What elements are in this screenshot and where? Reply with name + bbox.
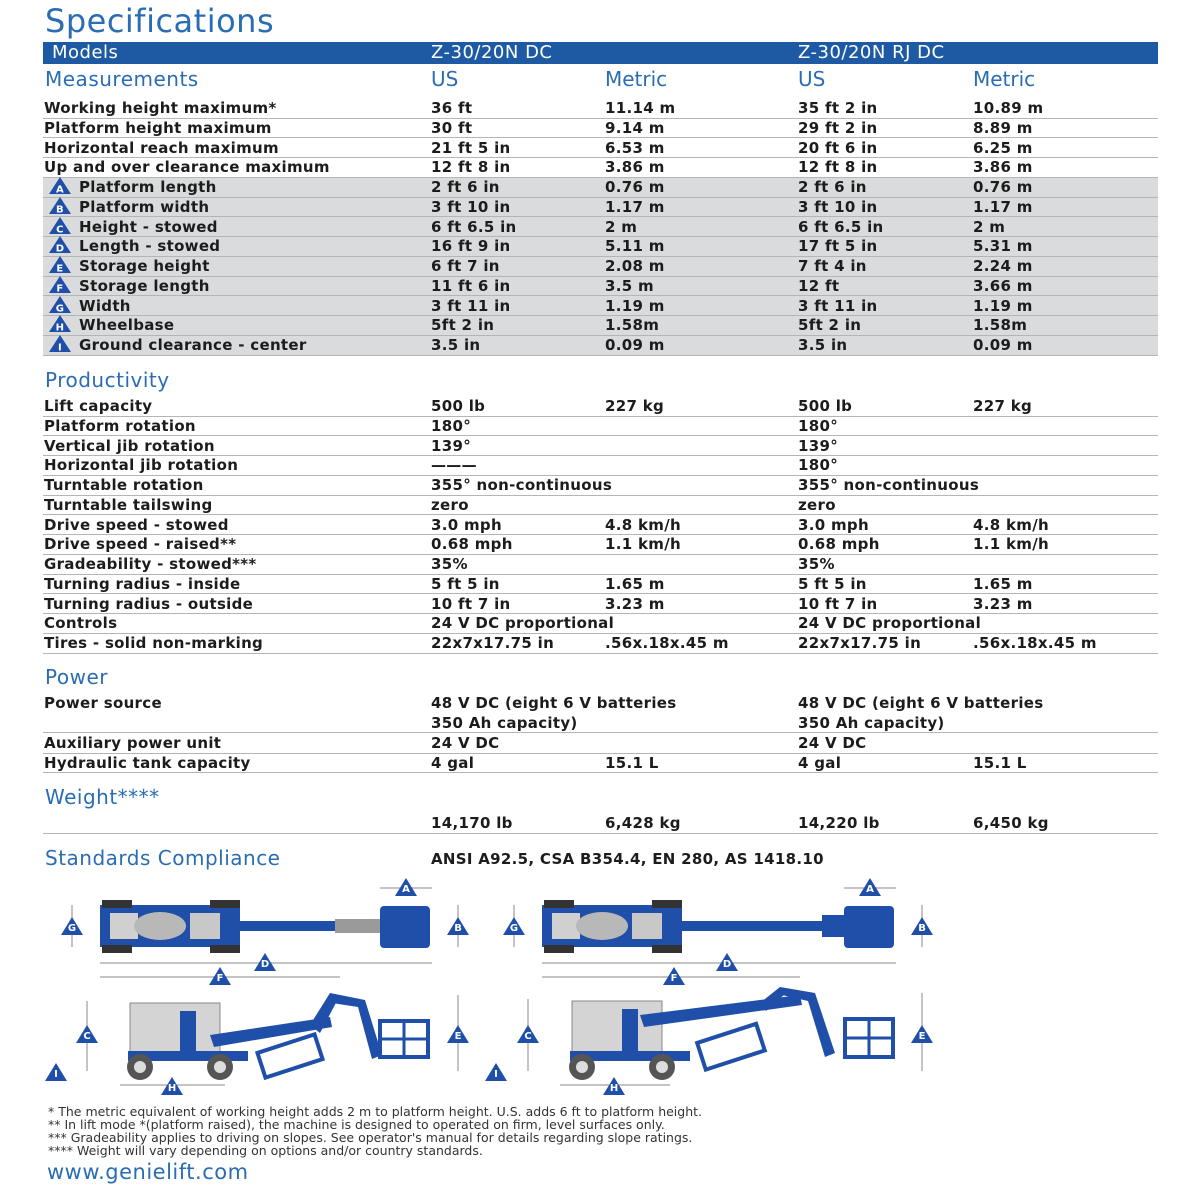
m1-metric-value: 3.5 m [605, 276, 654, 295]
row-label: Power source [44, 694, 162, 712]
m2-us-value: 3 ft 11 in [798, 296, 878, 315]
m2-us-value: 5ft 2 in [798, 316, 862, 335]
m2-us-value: 3 ft 10 in [798, 197, 878, 216]
svg-text:D: D [260, 959, 270, 970]
dim-badge-e-right [911, 1025, 933, 1043]
row-label: Length - stowed [79, 237, 221, 256]
m1-metric-value: 9.14 m [605, 118, 665, 137]
table-row [43, 276, 1158, 297]
m1-us-value: 10 ft 7 in [431, 594, 511, 613]
m1-us-value: 24 V DC proportional [431, 614, 615, 633]
m2-us-value: zero [798, 495, 836, 514]
table-row [43, 236, 1158, 257]
svg-text:F: F [670, 973, 678, 984]
row-label: Platform length [79, 178, 217, 196]
row-label: Gradeability - stowed*** [44, 555, 257, 573]
m2-metric-value: 2 m [973, 217, 1006, 236]
dim-badge-i-right [485, 1063, 507, 1081]
row-label: Tires - solid non-marking [44, 634, 264, 652]
m2-metric-value: 3.23 m [973, 594, 1033, 613]
footnote-2: ** In lift mode *(platform raised), the machine is designed to operated on firm, level surfaces only. [48, 1117, 665, 1132]
row-label: Platform height maximum [44, 118, 272, 137]
row-label: Horizontal reach maximum [44, 138, 279, 157]
dimension-badge-icon [49, 177, 71, 194]
m2-metric-value: 227 kg [973, 397, 1033, 415]
m2-weight-us: 14,220 lb [798, 814, 880, 832]
dimension-badge-icon [49, 217, 71, 234]
m1-metric-value: 3.86 m [605, 158, 665, 177]
m2-us-value: 12 ft 8 in [798, 158, 878, 177]
table-row [43, 256, 1158, 277]
table-row [43, 177, 1158, 198]
m1-us-value: 3.0 mph [431, 515, 502, 534]
m1-us-value: 6 ft 6.5 in [431, 217, 517, 236]
table-row [43, 396, 1158, 417]
m1-us-value: 36 ft [431, 99, 473, 117]
model-2-name: Z-30/20N RJ DC [798, 42, 945, 63]
m1-us-value: 2 ft 6 in [431, 178, 500, 196]
row-label: Wheelbase [79, 316, 175, 335]
page-title: Specifications [45, 2, 275, 40]
m2-us-value: 22x7x17.75 in [798, 634, 922, 652]
weight-heading: Weight**** [45, 785, 160, 809]
table-row [43, 157, 1158, 178]
m2-us-value: 7 ft 4 in [798, 257, 867, 275]
m2-us-value: 24 V DC proportional [798, 614, 982, 633]
dim-badge-f-left [209, 967, 231, 985]
table-row [43, 217, 1158, 238]
row-label: Working height maximum* [44, 99, 277, 117]
m2-us-value: 4 gal [798, 753, 842, 772]
m1-us-value: 500 lb [431, 397, 486, 415]
m2-metric-value: 10.89 m [973, 99, 1044, 117]
m2-us-value: 29 ft 2 in [798, 118, 878, 137]
dimension-badge-icon [49, 236, 71, 253]
m1-metric-value: 227 kg [605, 397, 665, 415]
measurements-heading: Measurements [45, 67, 199, 91]
m2-us-value: 2 ft 6 in [798, 178, 867, 196]
m1-us-value: 11 ft 6 in [431, 276, 511, 295]
m1-us-value: 16 ft 9 in [431, 237, 511, 256]
svg-text:C: C [56, 224, 64, 234]
m2-us-value: 5 ft 5 in [798, 574, 867, 593]
m2-us-value: 35 ft 2 in [798, 99, 878, 117]
row-label: Storage length [79, 276, 210, 295]
svg-text:B: B [454, 923, 462, 934]
m2-us-value: 6 ft 6.5 in [798, 217, 884, 236]
m1-us-value: 0.68 mph [431, 535, 513, 554]
m2-power-line1: 48 V DC (eight 6 V batteries [798, 694, 1044, 712]
row-label: Drive speed - raised** [44, 535, 237, 554]
m1-metric-value: 1.1 km/h [605, 535, 681, 554]
m1-us-value: 5 ft 5 in [431, 574, 500, 593]
m2-us-value: 0.68 mph [798, 535, 880, 554]
table-row-power-source [43, 693, 1158, 733]
m1-us-value: 22x7x17.75 in [431, 634, 555, 652]
dimension-badge-icon [49, 296, 71, 313]
m1-us-value: 3.5 in [431, 336, 481, 354]
footnote-3: *** Gradeability applies to driving on slopes. See operator's manual for details regarding slope ratings. [48, 1130, 693, 1145]
m1-us-value: 12 ft 8 in [431, 158, 511, 177]
m1-metric-value: 11.14 m [605, 99, 676, 117]
table-row [43, 633, 1158, 654]
dim-badge-b-left [447, 917, 469, 935]
row-label: Platform width [79, 197, 210, 216]
svg-text:A: A [402, 884, 410, 895]
m1-us-value: ——— [431, 456, 477, 475]
m2-us-value: 3.0 mph [798, 515, 869, 534]
m2-us-value: 180° [798, 456, 839, 475]
table-row [43, 574, 1158, 595]
svg-text:E: E [454, 1031, 462, 1042]
svg-text:H: H [55, 322, 65, 333]
dim-badge-c-left [76, 1025, 98, 1043]
m2-metric-value: 1.65 m [973, 574, 1033, 593]
m2-metric-value: 1.19 m [973, 296, 1033, 315]
svg-text:G: G [55, 303, 65, 313]
m1-us-value: 5ft 2 in [431, 316, 495, 335]
m2-power-line2: 350 Ah capacity) [798, 714, 945, 732]
dimension-badge-icon [49, 197, 71, 214]
row-label: Drive speed - stowed [44, 515, 229, 534]
row-label: Turning radius - outside [44, 594, 254, 613]
svg-text:A: A [866, 884, 874, 895]
svg-text:H: H [167, 1083, 177, 1094]
m2-us-value: 500 lb [798, 397, 853, 415]
m1-power-line2: 350 Ah capacity) [431, 714, 578, 732]
m2-us-value: 139° [798, 436, 839, 455]
row-label: Lift capacity [44, 397, 153, 415]
row-label: Turntable tailswing [44, 495, 213, 514]
svg-text:E: E [918, 1031, 926, 1042]
table-row [43, 296, 1158, 317]
dimension-badge-icon [49, 276, 71, 293]
m2-metric-value: 15.1 L [973, 753, 1027, 772]
top-view-left-diagram [100, 900, 430, 953]
row-label: Platform rotation [44, 416, 196, 435]
m1-us-value: 180° [431, 416, 472, 435]
side-view-left-diagram [127, 993, 428, 1080]
dim-badge-d-right [716, 953, 738, 971]
m2-us-value: 10 ft 7 in [798, 594, 878, 613]
svg-text:C: C [83, 1031, 91, 1042]
table-row [43, 594, 1158, 615]
models-bar [43, 42, 1158, 64]
svg-text:A: A [55, 184, 65, 194]
m2-us-value: 35% [798, 555, 835, 573]
m2-metric-value: .56x.18x.45 m [973, 634, 1097, 652]
row-label: Up and over clearance maximum [44, 158, 330, 177]
model-1-name: Z-30/20N DC [431, 42, 553, 63]
m1-us-value: 3 ft 11 in [431, 296, 511, 315]
svg-text:G: G [509, 923, 519, 934]
m1-us-value: 3 ft 10 in [431, 197, 511, 216]
row-label: Storage height [79, 257, 210, 275]
table-row [43, 534, 1158, 555]
m1-metric-value: 6.53 m [605, 138, 665, 157]
m2-us-value: 355° non-continuous [798, 476, 980, 494]
m1-us-value: 30 ft [431, 118, 473, 137]
m1-us-value: 24 V DC [431, 734, 500, 752]
table-row [43, 416, 1158, 437]
m2-metric-value: 6.25 m [973, 138, 1033, 157]
top-view-right-diagram [542, 900, 894, 953]
svg-text:H: H [609, 1083, 619, 1094]
m1-us-header: US [431, 67, 459, 91]
m1-metric-value: 1.65 m [605, 574, 665, 593]
m2-us-value: 24 V DC [798, 734, 867, 752]
svg-text:I: I [54, 1069, 58, 1080]
m2-metric-value: 4.8 km/h [973, 515, 1049, 534]
m1-metric-value: 4.8 km/h [605, 515, 681, 534]
m2-us-value: 3.5 in [798, 336, 848, 354]
m1-metric-value: 15.1 L [605, 753, 659, 772]
m2-weight-metric: 6,450 kg [973, 814, 1049, 832]
table-row [43, 613, 1158, 634]
svg-text:E: E [56, 263, 64, 273]
standards-heading: Standards Compliance [45, 846, 281, 870]
dim-badge-d-left [254, 953, 276, 971]
m1-metric-value: 5.11 m [605, 237, 665, 256]
m2-metric-value: 2.24 m [973, 257, 1033, 275]
table-row [43, 436, 1158, 457]
m2-metric-value: 1.1 km/h [973, 535, 1049, 554]
m1-us-value: 35% [431, 555, 468, 573]
row-label: Controls [44, 614, 118, 633]
table-row [43, 138, 1158, 159]
row-label: Height - stowed [79, 217, 218, 236]
m2-metric-header: Metric [973, 67, 1036, 91]
dim-badge-g-left [61, 917, 83, 935]
m1-metric-value: 1.58m [605, 316, 660, 335]
dimension-badge-icon [49, 315, 71, 332]
table-row [43, 118, 1158, 139]
m2-metric-value: 8.89 m [973, 118, 1033, 137]
dim-badge-c-right [517, 1025, 539, 1043]
svg-text:G: G [67, 923, 77, 934]
dim-badge-h-right [603, 1077, 625, 1095]
footnote-1: * The metric equivalent of working height adds 2 m to platform height. U.S. adds 6 ft to platform height. [48, 1104, 703, 1119]
m2-metric-value: 0.76 m [973, 178, 1033, 196]
table-row [43, 475, 1158, 496]
m2-metric-value: 1.17 m [973, 197, 1033, 216]
standards-value: ANSI A92.5, CSA B354.4, EN 280, AS 1418.10 [431, 850, 824, 868]
row-label: Hydraulic tank capacity [44, 753, 251, 772]
m2-us-value: 20 ft 6 in [798, 138, 878, 157]
table-row [43, 554, 1158, 575]
footnote-4: **** Weight will vary depending on options and/or country standards. [48, 1143, 483, 1158]
row-label: Auxiliary power unit [44, 734, 222, 752]
m2-us-header: US [798, 67, 826, 91]
svg-text:F: F [56, 283, 64, 293]
dim-badge-f-right [663, 967, 685, 985]
m1-metric-value: 3.23 m [605, 594, 665, 613]
dim-badge-i-left [45, 1063, 67, 1081]
dim-badge-h-left [161, 1077, 183, 1095]
m1-us-value: 355° non-continuous [431, 476, 613, 494]
dim-badge-a-right [859, 878, 881, 896]
row-label: Turntable rotation [44, 476, 204, 494]
m1-us-value: 21 ft 5 in [431, 138, 511, 157]
dim-badge-b-right [911, 917, 933, 935]
table-row [43, 495, 1158, 516]
website-link[interactable]: www.genielift.com [47, 1160, 249, 1184]
dim-badge-e-left [447, 1025, 469, 1043]
power-heading: Power [45, 665, 108, 689]
m2-metric-value: 3.66 m [973, 276, 1033, 295]
row-label: Vertical jib rotation [44, 436, 215, 455]
table-row [43, 733, 1158, 754]
table-row [43, 753, 1158, 774]
row-label: Turning radius - inside [44, 574, 241, 593]
m2-metric-value: 1.58m [973, 316, 1028, 335]
svg-text:D: D [722, 959, 732, 970]
m1-us-value: 139° [431, 436, 472, 455]
svg-text:I: I [57, 342, 63, 352]
table-row [43, 315, 1158, 336]
svg-text:F: F [216, 973, 224, 984]
table-row [43, 197, 1158, 218]
dimension-diagrams [40, 875, 1160, 1100]
m2-us-value: 17 ft 5 in [798, 237, 878, 256]
m1-metric-value: 2.08 m [605, 257, 665, 275]
m2-us-value: 180° [798, 416, 839, 435]
m1-metric-value: 2 m [605, 217, 638, 236]
svg-text:B: B [56, 204, 64, 214]
svg-text:B: B [918, 923, 926, 934]
m1-metric-value: 0.09 m [605, 336, 665, 354]
side-view-right-diagram [569, 987, 893, 1080]
row-label: Horizontal jib rotation [44, 456, 239, 475]
table-row [43, 455, 1158, 476]
m1-metric-value: 0.76 m [605, 178, 665, 196]
row-label: Ground clearance - center [79, 336, 307, 354]
productivity-heading: Productivity [45, 368, 170, 392]
svg-text:C: C [524, 1031, 532, 1042]
m1-metric-value: 1.19 m [605, 296, 665, 315]
dimension-badge-icon [49, 335, 71, 352]
m1-weight-us: 14,170 lb [431, 814, 513, 832]
table-row [43, 98, 1158, 119]
m1-metric-header: Metric [605, 67, 668, 91]
dim-badge-a-left [395, 878, 417, 896]
m1-power-line1: 48 V DC (eight 6 V batteries [431, 694, 677, 712]
m1-weight-metric: 6,428 kg [605, 814, 681, 832]
table-row-weight [43, 813, 1158, 834]
models-label: Models [52, 42, 119, 63]
m2-us-value: 12 ft [798, 276, 840, 295]
table-row [43, 335, 1158, 356]
row-label: Width [79, 296, 131, 315]
m1-us-value: zero [431, 495, 469, 514]
m2-metric-value: 3.86 m [973, 158, 1033, 177]
m1-metric-value: 1.17 m [605, 197, 665, 216]
svg-text:D: D [55, 243, 65, 254]
table-row [43, 515, 1158, 536]
dim-badge-g-right [503, 917, 525, 935]
m2-metric-value: 5.31 m [973, 237, 1033, 256]
svg-text:I: I [494, 1069, 498, 1080]
m2-metric-value: 0.09 m [973, 336, 1033, 354]
m1-metric-value: .56x.18x.45 m [605, 634, 729, 652]
m1-us-value: 6 ft 7 in [431, 257, 500, 275]
dimension-badge-icon [49, 256, 71, 273]
m1-us-value: 4 gal [431, 753, 475, 772]
